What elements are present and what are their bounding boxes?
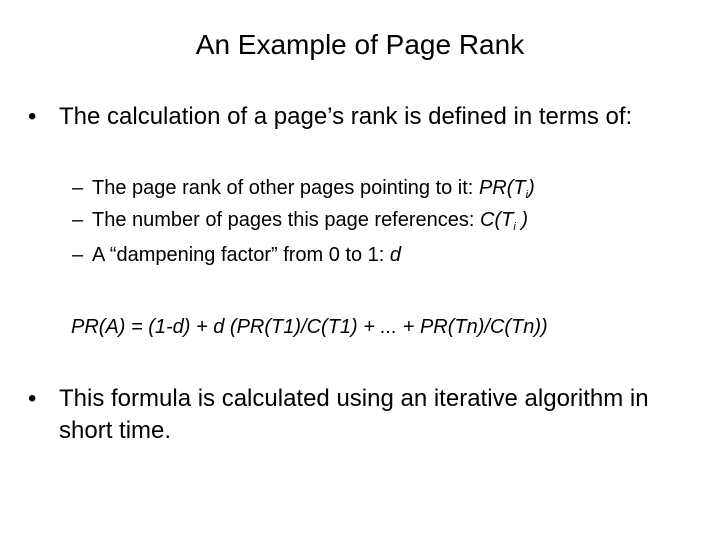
expression: PR(T: [478, 177, 526, 199]
bullet-text: This formula is calculated using an iterative algorithm in short time.: [59, 385, 649, 444]
expression-end: ): [528, 177, 535, 199]
subscript: i: [525, 189, 529, 201]
sub-item-text: [72, 176, 535, 207]
sub-item-label: The page rank of other pages pointing to it:: [92, 177, 479, 199]
expression-end: ): [515, 209, 529, 231]
sub-item-text: [72, 243, 401, 267]
bullet-marker: •: [28, 103, 37, 130]
bullet-text: The calculation of a page’s rank is defined in terms of:: [59, 103, 633, 130]
sub-item-label: A “dampening factor” from 0 to 1:: [92, 244, 390, 266]
bullet-item-calculation: [28, 101, 668, 133]
expression: d: [389, 244, 402, 266]
pagerank-formula: PR(A) = (1-d) + d (PR(T1)/C(T1) + ... + PR(Tn)/C(Tn)): [71, 316, 548, 338]
sub-item-page-references: [72, 208, 672, 239]
bullet-marker: •: [28, 385, 37, 412]
expression: C(T: [480, 209, 514, 231]
subscript: i: [513, 221, 516, 233]
sub-item-text: [72, 208, 528, 239]
sub-item-page-rank: [72, 176, 672, 207]
sub-item-label: The number of pages this page references:: [92, 209, 481, 231]
dash-marker: –: [72, 244, 84, 266]
dash-marker: –: [72, 209, 84, 231]
bullet-item-iterative: [28, 383, 668, 447]
sub-item-dampening-factor: [72, 243, 672, 267]
slide-title: An Example of Page Rank: [195, 29, 525, 60]
dash-marker: –: [72, 177, 84, 199]
